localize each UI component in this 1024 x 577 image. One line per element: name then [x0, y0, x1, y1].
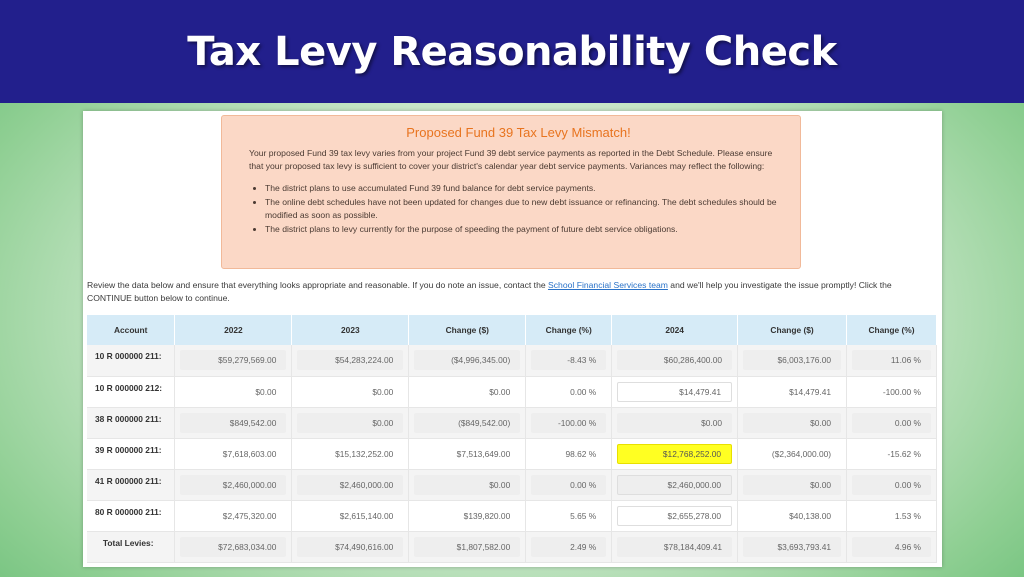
value-change-dollar: $0.00: [414, 475, 520, 495]
alert-title: Proposed Fund 39 Tax Levy Mismatch!: [406, 125, 631, 140]
table-row: [87, 376, 937, 407]
review-text-end: and we'll help you investigate the issue promptly! Click the CONTINUE button below to continue.: [87, 280, 892, 303]
col-header-change-pct: Change (%): [526, 315, 612, 345]
value-change-pct-2024: -100.00 %: [882, 386, 921, 397]
table-row: [87, 407, 937, 438]
account-cell: 41 R 000000 211:: [87, 469, 175, 500]
value-2023: $15,132,252.00: [335, 448, 394, 459]
mismatch-alert: [221, 115, 801, 269]
value-2023: $2,615,140.00: [339, 510, 394, 521]
table-row: [87, 438, 937, 469]
value-2022: $0.00: [255, 386, 277, 397]
value-2023: $2,460,000.00: [297, 475, 403, 495]
total-change-pct: 2.49 %: [531, 537, 606, 557]
account-cell: 80 R 000000 211:: [87, 500, 175, 531]
review-text-start: Review the data below and ensure that everything looks appropriate and reasonable. If you do note an issue, contact the: [87, 280, 549, 290]
value-change-pct-2024: 11.06 %: [852, 350, 931, 370]
value-change-dollar: ($849,542.00): [414, 413, 520, 433]
value-change-pct-2024: 1.53 %: [894, 510, 921, 521]
value-2022: $59,279,569.00: [180, 350, 286, 370]
levy-2024-input[interactable]: $2,655,278.00: [617, 506, 732, 526]
value-2022: $2,475,320.00: [222, 510, 277, 521]
account-cell: 10 R 000000 211:: [87, 345, 175, 376]
table-header-row: [87, 315, 937, 345]
value-change-pct-2024: 0.00 %: [852, 413, 931, 433]
value-change-dollar-2024: $40,138.00: [789, 510, 832, 521]
value-change-pct: 0.00 %: [570, 386, 597, 397]
account-cell: 10 R 000000 212:: [87, 376, 175, 407]
total-change-dollar-2024: $3,693,793.41: [743, 537, 841, 557]
value-change-dollar: ($4,996,345.00): [414, 350, 520, 370]
table-row: [87, 345, 937, 376]
total-2023: $74,490,616.00: [297, 537, 403, 557]
levy-2024-input[interactable]: $2,460,000.00: [617, 475, 732, 495]
value-change-dollar: $7,513,649.00: [456, 448, 511, 459]
alert-bullet-list: [249, 182, 788, 236]
col-header-2023: 2023: [292, 315, 409, 345]
value-change-dollar: $0.00: [489, 386, 511, 397]
value-change-dollar-2024: $6,003,176.00: [743, 350, 841, 370]
col-header-change-dollar-2024: Change ($): [738, 315, 847, 345]
total-2024: $78,184,409.41: [617, 537, 732, 557]
value-change-pct: 5.65 %: [570, 510, 597, 521]
table-row: [87, 500, 937, 531]
alert-body: Your proposed Fund 39 tax levy varies from your project Fund 39 debt service payments as reported in the Debt Schedule. Please ensure that your proposed tax levy is sufficient to cover your district's calendar year debt service payments. Variances may reflect the following:: [249, 148, 773, 171]
value-change-dollar-2024: $0.00: [743, 413, 841, 433]
col-header-change-dollar: Change ($): [409, 315, 526, 345]
col-header-2024: 2024: [612, 315, 738, 345]
levy-table: [87, 315, 937, 563]
value-2022: $2,460,000.00: [180, 475, 286, 495]
alert-bullet: • The online debt schedules have not been updated for changes due to new debt issuance or refinancing. The debt schedules should be modified as soon as possible.: [265, 196, 788, 222]
total-2022: $72,683,034.00: [180, 537, 286, 557]
review-instructions: [87, 279, 937, 305]
value-change-pct-2024: 0.00 %: [852, 475, 931, 495]
total-change-dollar: $1,807,582.00: [414, 537, 520, 557]
value-change-pct: -8.43 %: [531, 350, 606, 370]
alert-bullet: • The district plans to use accumulated Fund 39 fund balance for debt service payments.: [265, 182, 788, 195]
value-change-dollar-2024: $0.00: [743, 475, 841, 495]
value-change-dollar-2024: $14,479.41: [789, 386, 832, 397]
value-change-pct: -100.00 %: [531, 413, 606, 433]
value-2022: $7,618,603.00: [222, 448, 277, 459]
table-row-total: [87, 531, 937, 562]
levy-2024-input-highlighted[interactable]: $12,768,252.00: [617, 444, 732, 464]
value-change-pct-2024: -15.62 %: [887, 448, 921, 459]
col-header-change-pct-2024: Change (%): [847, 315, 937, 345]
school-financial-services-link[interactable]: School Financial Services team: [548, 280, 668, 290]
value-2023: $0.00: [372, 386, 394, 397]
value-change-pct: 98.62 %: [565, 448, 597, 459]
slide-title: Tax Levy Reasonability Check: [187, 28, 837, 75]
value-change-dollar: $139,820.00: [463, 510, 511, 521]
value-2024: $60,286,400.00: [617, 350, 732, 370]
value-2023: $54,283,224.00: [297, 350, 403, 370]
table-row: [87, 469, 937, 500]
title-banner: [0, 0, 1024, 103]
alert-bullet: • The district plans to levy currently for the purpose of speeding the payment of future debt service obligations.: [265, 223, 788, 236]
value-change-pct: 0.00 %: [531, 475, 606, 495]
account-cell: 39 R 000000 211:: [87, 438, 175, 469]
value-2022: $849,542.00: [180, 413, 286, 433]
value-change-dollar-2024: ($2,364,000.00): [771, 448, 832, 459]
total-levies-label: Total Levies:: [87, 531, 175, 562]
total-change-pct-2024: 4.96 %: [852, 537, 931, 557]
col-header-account: Account: [87, 315, 175, 345]
screenshot-panel: [83, 111, 942, 567]
value-2024: $0.00: [617, 413, 732, 433]
value-2023: $0.00: [297, 413, 403, 433]
levy-2024-input[interactable]: $14,479.41: [617, 382, 732, 402]
account-cell: 38 R 000000 211:: [87, 407, 175, 438]
col-header-2022: 2022: [175, 315, 292, 345]
